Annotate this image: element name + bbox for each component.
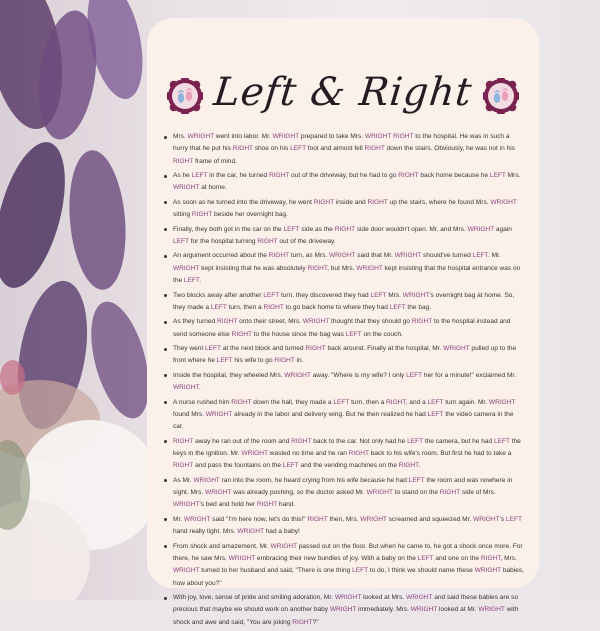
story-paragraph: As he LEFT in the car, he turned RIGHT out of the driveway, but he had to go RIGHT back home because he LEFT Mrs. WRIGHT at home. xyxy=(173,170,525,195)
story-paragraph: RIGHT away he ran out of the room and RIGHT back to the car. Not only had he LEFT the camera, but he had LEFT the keys in the ignition. Mr. WRIGHT wasted no time and he ran RIGHT back to his wife's room. But first he had to take a RIGHT and pass the fountains on the LEFT and the vending machines on the RIGHT. xyxy=(173,436,525,473)
story-paragraph: A nurse rushed him RIGHT down the hall, they made a LEFT turn, then a RIGHT, and a LEFT turn again. Mr. WRIGHT found Mrs. WRIGHT already in the labor and delivery wing. But he then realized he had LEFT the video camera in the car. xyxy=(173,397,525,434)
story-paragraph: An argument occurred about the RIGHT turn, as Mrs. WRIGHT said that Mr. WRIGHT should've turned LEFT. Mr. WRIGHT kept insisting that he was absolutely RIGHT, but Mrs. WRIGHT kept insisting that the hospital entrance was on the LEFT. xyxy=(173,250,525,287)
story-paragraph: As they turned RIGHT onto their street, Mrs. WRIGHT thought that they should go RIGHT to the hospital instead and send someone else RIGHT to the house since the bag was LEFT on the couch. xyxy=(173,316,525,341)
story-paragraph: Mr. WRIGHT said "I'm here now, let's do this!" RIGHT then, Mrs. WRIGHT screamed and squeezed Mr. WRIGHT's LEFT hand really tight. Mrs. WRIGHT had a baby! xyxy=(173,514,525,539)
lavender-blossom xyxy=(0,135,78,295)
page-title: Left & Right xyxy=(211,70,475,115)
story-paragraph: As Mr. WRIGHT ran into the room, he heard crying from his wife because he had LEFT the room and was nowhere in sight. Mrs. WRIGHT was already pushing, so the doctor asked Mr. WRIGHT to stand on the RIGHT side of Mrs. WRIGHT's bed and hold her RIGHT hand. xyxy=(173,475,525,512)
pink-accent xyxy=(0,360,25,395)
story-paragraph: With joy, love, sense of pride and smiling adoration, Mr. WRIGHT looked at Mrs. WRIGHT and said these babies are so precious that maybe we should work on another baby WRIGHT immediately. Mrs. WRIGHT looked at Mr. WRIGHT with shock and awe and said, "You are joking RIGHT?" xyxy=(173,592,525,629)
lavender-blossom xyxy=(64,148,131,292)
baby-feet-icon xyxy=(483,78,519,114)
story-paragraph: Inside the hospital, they wheeled Mrs. WRIGHT away. "Where is my wife? I only LEFT her for a minute!" exclaimed Mr. WRIGHT. xyxy=(173,370,525,395)
story-paragraph: Finally, they both got in the car on the LEFT side as the RIGHT side door wouldn't open. Mr. and Mrs. WRIGHT again LEFT for the hospital turning RIGHT out of the driveway. xyxy=(173,224,525,249)
story-paragraph: They went LEFT at the next block and turned RIGHT back around. Finally at the hospital, Mr. WRIGHT pulled up to the front where he LEFT his wife to go RIGHT in. xyxy=(173,343,525,368)
story-paragraph: As soon as he turned into the driveway, he went RIGHT inside and RIGHT up the stairs, where he found Mrs. WRIGHT sitting RIGHT beside her overnight bag. xyxy=(173,197,525,222)
story-paragraph: Mrs. WRIGHT went into labor. Mr. WRIGHT prepared to take Mrs. WRIGHT RIGHT to the hospital. He was in such a hurry that he put his RIGHT shoe on his LEFT foot and almost fell RIGHT down the stairs. Obviously, he was not in his RIGHT frame of mind. xyxy=(173,131,525,168)
story-paragraph: Two blocks away after another LEFT turn, they discovered they had LEFT Mrs. WRIGHT's overnight bag at home. So, they made a LEFT turn, then a RIGHT to go back home to where they had LEFT the bag. xyxy=(173,290,525,315)
story-paragraph: From shock and amazement, Mr. WRIGHT passed out on the floor. But when he came to, he got a shock once more. For there, he saw Mrs. WRIGHT embracing their new bundles of joy. With a baby on the LEFT and one on the RIGHT, Mrs. WRIGHT turned to her husband and said, "There is one thing LEFT to do, I think we should name these WRIGHT babies, how about you?" xyxy=(173,541,525,590)
story-list xyxy=(161,131,525,631)
story-card xyxy=(147,18,539,626)
